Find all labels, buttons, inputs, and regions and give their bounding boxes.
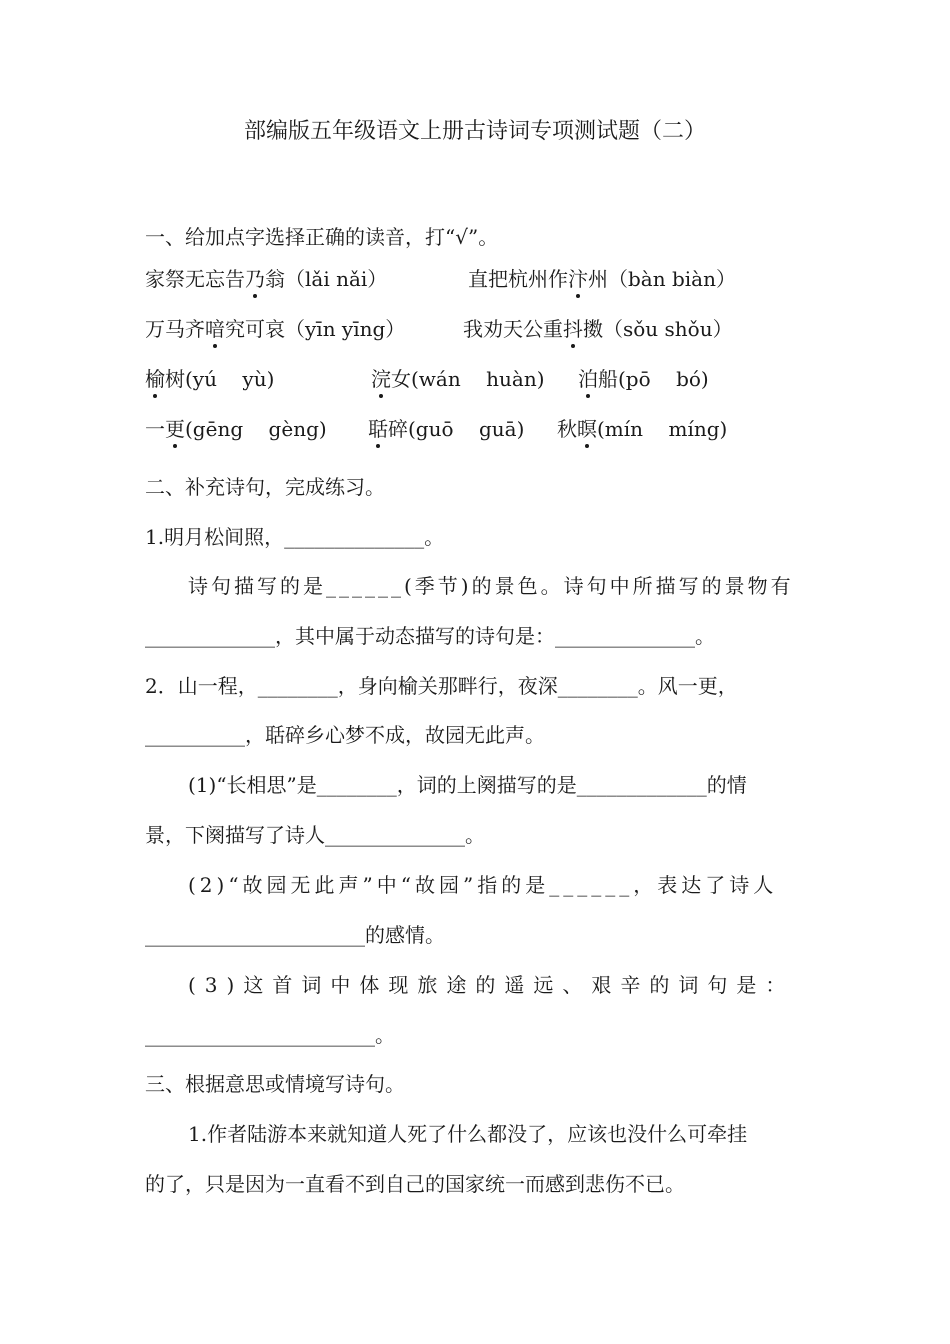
question-line: _____________，其中属于动态描写的诗句是：______________。: [145, 624, 715, 648]
pinyin-item: 家祭无忘告乃翁（lǎi nǎi）: [145, 267, 388, 291]
dotted-char: 更: [165, 417, 185, 441]
pinyin-item: 浣女(wán huàn): [371, 367, 545, 391]
dotted-char: 泊: [578, 367, 598, 391]
dotted-char: 浣: [371, 367, 391, 391]
dotted-char: 乃: [245, 267, 265, 291]
question-line: __________，聒碎乡心梦不成，故园无此声。: [145, 723, 545, 747]
question-line: (3)这首词中体现旅途的遥远、艰辛的词句是：: [188, 973, 795, 997]
question-line: 2．山一程，________，身向榆关那畔行，夜深________。风一更，: [145, 674, 738, 698]
dotted-char: 喑: [205, 317, 225, 341]
page-title: 部编版五年级语文上册古诗词专项测试题（二）: [243, 119, 706, 144]
question-line: (2)“故园无此声”中“故园”指的是______，表达了诗人: [188, 873, 778, 897]
dotted-char: 抖: [563, 317, 583, 341]
question-line: 景，下阕描写了诗人______________。: [145, 823, 485, 847]
pinyin-item: 万马齐喑究可哀（yīn yīng）: [145, 317, 406, 341]
pinyin-item: 秋暝(mín míng): [557, 417, 728, 441]
pinyin-item: 一更(gēng gèng): [145, 417, 327, 441]
question-line: 1.明月松间照，______________。: [145, 525, 445, 549]
pinyin-item: 泊船(pō bó): [578, 367, 709, 391]
pinyin-item: 直把杭州作汴州（bàn biàn）: [468, 267, 736, 291]
dotted-char: 汴: [568, 267, 588, 291]
pinyin-item: 我劝天公重抖擞（sǒu shǒu）: [463, 317, 733, 341]
question-line: ______________________的感情。: [145, 923, 445, 947]
dotted-char: 聒: [368, 417, 388, 441]
question-line: 的了，只是因为一直看不到自己的国家统一而感到悲伤不已。: [145, 1172, 685, 1196]
section2-heading: 二、补充诗句，完成练习。: [145, 475, 385, 499]
dotted-char: 暝: [577, 417, 597, 441]
pinyin-item: 聒碎(guō guā): [368, 417, 525, 441]
question-line: 1.作者陆游本来就知道人死了什么都没了，应该也没什么可牵挂: [188, 1122, 748, 1146]
section1-heading: 一、给加点字选择正确的读音，打“√”。: [145, 225, 499, 249]
question-line: _______________________。: [145, 1023, 395, 1047]
pinyin-item: 榆树(yú yù): [145, 367, 275, 391]
section3-heading: 三、根据意思或情境写诗句。: [145, 1072, 405, 1096]
question-line: (1)“长相思”是________，词的上阕描写的是_____________的情: [188, 773, 747, 797]
dotted-char: 榆: [145, 367, 165, 391]
question-line: 诗句描写的是______(季节)的景色。诗句中所描写的景物有: [188, 574, 794, 598]
